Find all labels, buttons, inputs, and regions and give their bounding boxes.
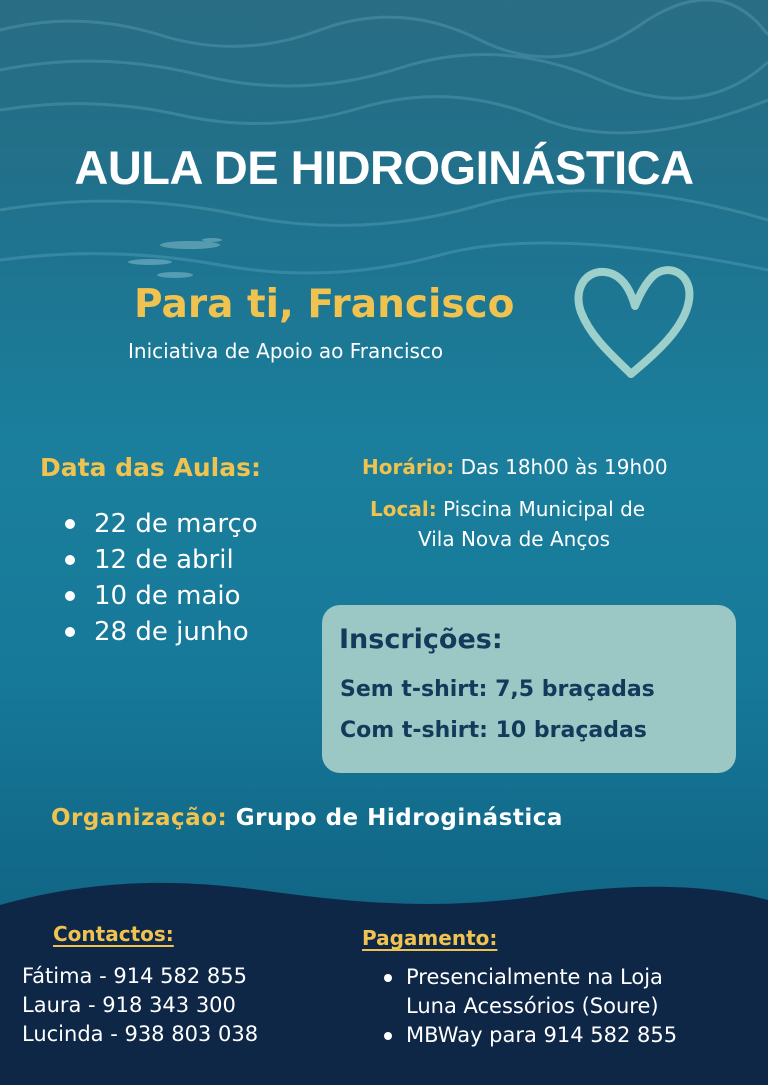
page-title: AULA DE HIDROGINÁSTICA [74,141,694,194]
payment-item-line1: Presencialmente na Loja [406,965,663,989]
registration-price-with-shirt: Com t-shirt: 10 braçadas [340,718,647,743]
location-label: Local: [370,497,437,521]
date-item: 10 de maio [62,578,258,614]
payment-heading: Pagamento: [362,926,498,950]
schedule-label: Horário: [362,455,455,479]
registration-heading: Inscrições: [339,624,503,655]
payment-item [382,963,677,1021]
contact-item: Lucinda - 938 803 038 [22,1022,259,1046]
organization-line [51,805,563,831]
location-value-line1: Piscina Municipal de [443,497,646,521]
payment-item-line1: MBWay para 914 582 855 [406,1023,678,1047]
registration-price-no-shirt: Sem t-shirt: 7,5 braçadas [340,677,655,702]
subtitle-main: Para ti, Francisco [134,282,515,327]
date-item: 28 de junho [62,614,258,650]
organization-label: Organização: [51,805,228,831]
subtitle-sub: Iniciativa de Apoio ao Francisco [128,339,444,363]
organization-value: Grupo de Hidroginástica [235,805,563,831]
contact-item: Fátima - 914 582 855 [22,964,247,988]
schedule-line [362,455,668,479]
contacts-heading: Contactos: [53,922,174,946]
dates-heading: Data das Aulas: [40,453,261,482]
payment-list [382,963,677,1050]
contact-item: Laura - 918 343 300 [22,993,236,1017]
date-item: 22 de março [62,506,258,542]
payment-item [382,1021,677,1050]
heart-outline-icon [565,250,701,386]
dates-list [62,506,258,650]
contacts-list [22,962,258,1049]
location-value-line2: Vila Nova de Anços [418,527,610,551]
location-line [370,497,645,521]
payment-item-line2: Luna Acessórios (Soure) [406,994,659,1018]
schedule-value: Das 18h00 às 19h00 [460,455,668,479]
date-item: 12 de abril [62,542,258,578]
